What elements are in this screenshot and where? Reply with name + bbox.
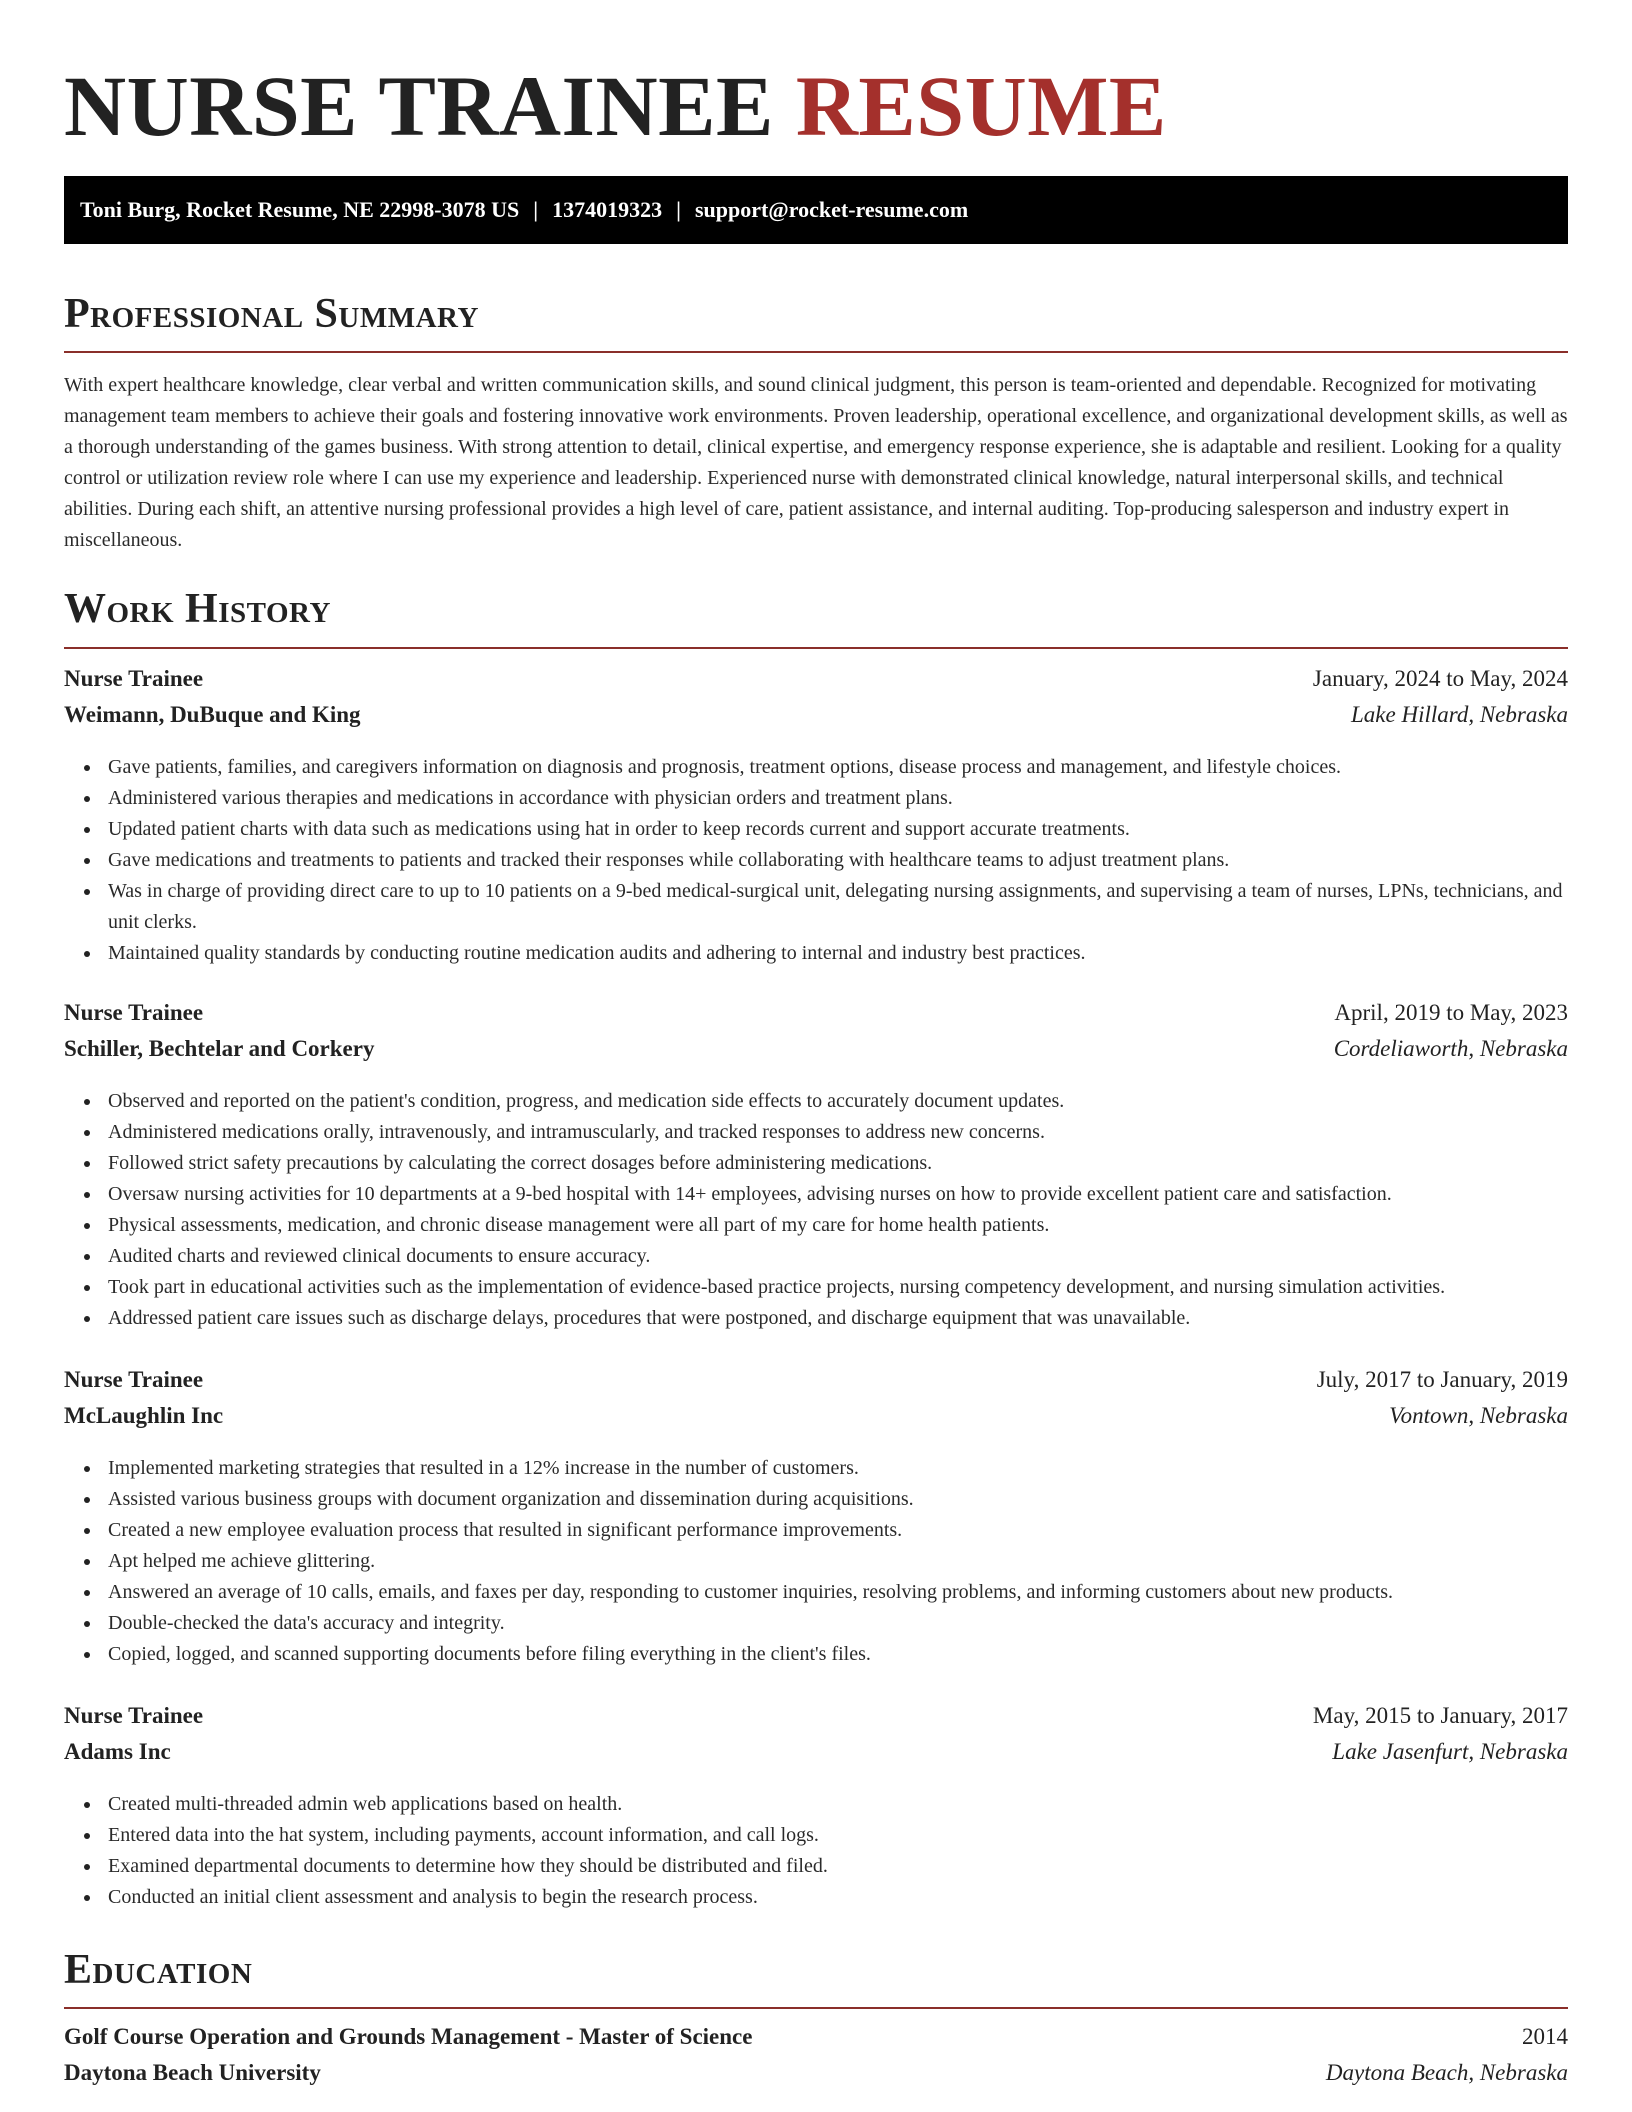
page-title <box>64 56 1167 156</box>
job-company: Schiller, Bechtelar and Corkery <box>64 1036 375 1061</box>
list-item: Apt helped me achieve glittering. <box>64 1546 1568 1577</box>
job-dates: January, 2024 to May, 2024 <box>1312 666 1568 691</box>
list-item: Addressed patient care issues such as discharge delays, procedures that were postponed, and discharge equipment that was unavailable. <box>64 1303 1568 1334</box>
list-item: Examined departmental documents to determine how they should be distributed and filed. <box>64 1851 1568 1882</box>
list-item: Conducted an initial client assessment and analysis to begin the research process. <box>64 1882 1568 1913</box>
summary-divider <box>64 351 1568 353</box>
education-divider <box>64 2007 1568 2009</box>
job-entry <box>64 1703 1568 1913</box>
job-company: McLaughlin Inc <box>64 1403 224 1428</box>
job-dates: April, 2019 to May, 2023 <box>1334 1000 1568 1025</box>
job-company: Weimann, DuBuque and King <box>64 702 361 727</box>
job-dates: May, 2015 to January, 2017 <box>1312 1703 1568 1728</box>
list-item: Copied, logged, and scanned supporting documents before filing everything in the client's files. <box>64 1639 1568 1670</box>
job-location: Lake Jasenfurt, Nebraska <box>1332 1739 1568 1764</box>
contact-separator: | <box>676 197 681 222</box>
work-history-divider <box>64 647 1568 649</box>
list-item: Took part in educational activities such as the implementation of evidence-based practice projects, nursing competency development, and nursing simulation activities. <box>64 1272 1568 1303</box>
list-item: Gave medications and treatments to patients and tracked their responses while collaborating with healthcare teams to adjust treatment plans. <box>64 845 1568 876</box>
job-location: Vontown, Nebraska <box>1389 1403 1568 1428</box>
summary-heading: Professional Summary <box>64 291 479 337</box>
list-item: Created multi-threaded admin web applications based on health. <box>64 1789 1568 1820</box>
list-item: Created a new employee evaluation process that resulted in significant performance improvements. <box>64 1515 1568 1546</box>
list-item: Entered data into the hat system, including payments, account information, and call logs. <box>64 1820 1568 1851</box>
job-bullets <box>64 752 1568 969</box>
job-company: Adams Inc <box>64 1739 171 1764</box>
list-item: Maintained quality standards by conducting routine medication audits and adhering to internal and industry best practices. <box>64 938 1568 969</box>
job-dates: July, 2017 to January, 2019 <box>1316 1367 1568 1392</box>
job-role: Nurse Trainee <box>64 1367 204 1392</box>
list-item: Was in charge of providing direct care to up to 10 patients on a 9-bed medical-surgical unit, delegating nursing assignments, and supervising a team of nurses, LPNs, technicians, and unit clerks. <box>64 876 1568 938</box>
title-part-2: RESUME <box>795 58 1167 154</box>
list-item: Answered an average of 10 calls, emails, and faxes per day, responding to customer inquiries, resolving problems, and informing customers about new products. <box>64 1577 1568 1608</box>
education-heading: Education <box>64 1947 253 1993</box>
job-bullets <box>64 1453 1568 1670</box>
contact-email[interactable]: support@rocket-resume.com <box>694 197 969 222</box>
contact-separator: | <box>533 197 539 222</box>
job-role: Nurse Trainee <box>64 1000 204 1025</box>
contact-address: Toni Burg, Rocket Resume, NE 22998-3078 US <box>80 197 520 222</box>
contact-phone: 1374019323 <box>552 197 663 222</box>
education-year: 2014 <box>1522 2024 1568 2049</box>
list-item: Administered various therapies and medications in accordance with physician orders and treatment plans. <box>64 783 1568 814</box>
job-location: Cordeliaworth, Nebraska <box>1333 1036 1568 1061</box>
list-item: Gave patients, families, and caregivers information on diagnosis and prognosis, treatment options, disease process and management, and lifestyle choices. <box>64 752 1568 783</box>
list-item: Assisted various business groups with document organization and dissemination during acquisitions. <box>64 1484 1568 1515</box>
list-item: Oversaw nursing activities for 10 departments at a 9-bed hospital with 14+ employees, advising nurses on how to provide excellent patient care and satisfaction. <box>64 1179 1568 1210</box>
list-item: Physical assessments, medication, and chronic disease management were all part of my care for home health patients. <box>64 1210 1568 1241</box>
education-school: Daytona Beach University <box>64 2060 321 2085</box>
job-location: Lake Hillard, Nebraska <box>1351 702 1568 727</box>
education-location: Daytona Beach, Nebraska <box>1325 2060 1568 2085</box>
job-entry <box>64 666 1568 969</box>
list-item: Audited charts and reviewed clinical documents to ensure accuracy. <box>64 1241 1568 1272</box>
list-item: Administered medications orally, intravenously, and intramuscularly, and tracked responses to address new concerns. <box>64 1117 1568 1148</box>
job-bullets <box>64 1789 1568 1913</box>
title-part-1: NURSE TRAINEE <box>64 58 774 154</box>
summary-text: With expert healthcare knowledge, clear verbal and written communication skills, and sound clinical judgment, this person is team-oriented and dependable. Recognized for motivating management team members to achieve their goals and fostering innovative work environments. Proven leadership, operational excellence, and organizational development skills, as well as a thorough understanding of the games business. With strong attention to detail, clinical expertise, and emergency response experience, she is adaptable and resilient. Looking for a quality control or utilization review role where I can use my experience and leadership. Experienced nurse with demonstrated clinical knowledge, natural interpersonal skills, and technical abilities. During each shift, an attentive nursing professional provides a high level of care, patient assistance, and internal auditing. Top-producing salesperson and industry expert in miscellaneous. <box>64 374 1568 551</box>
education-entry <box>64 2024 1568 2096</box>
job-entry <box>64 1367 1568 1670</box>
work-history-heading: Work History <box>64 586 331 632</box>
list-item: Double-checked the data's accuracy and integrity. <box>64 1608 1568 1639</box>
list-item: Implemented marketing strategies that resulted in a 12% increase in the number of customers. <box>64 1453 1568 1484</box>
list-item: Updated patient charts with data such as medications using hat in order to keep records current and support accurate treatments. <box>64 814 1568 845</box>
job-role: Nurse Trainee <box>64 1703 204 1728</box>
list-item: Followed strict safety precautions by calculating the correct dosages before administering medications. <box>64 1148 1568 1179</box>
list-item: Observed and reported on the patient's condition, progress, and medication side effects to accurately document updates. <box>64 1086 1568 1117</box>
job-bullets <box>64 1086 1568 1334</box>
job-entry <box>64 1000 1568 1334</box>
job-role: Nurse Trainee <box>64 666 204 691</box>
contact-bar <box>64 176 1568 244</box>
education-degree: Golf Course Operation and Grounds Management - Master of Science <box>64 2024 753 2049</box>
